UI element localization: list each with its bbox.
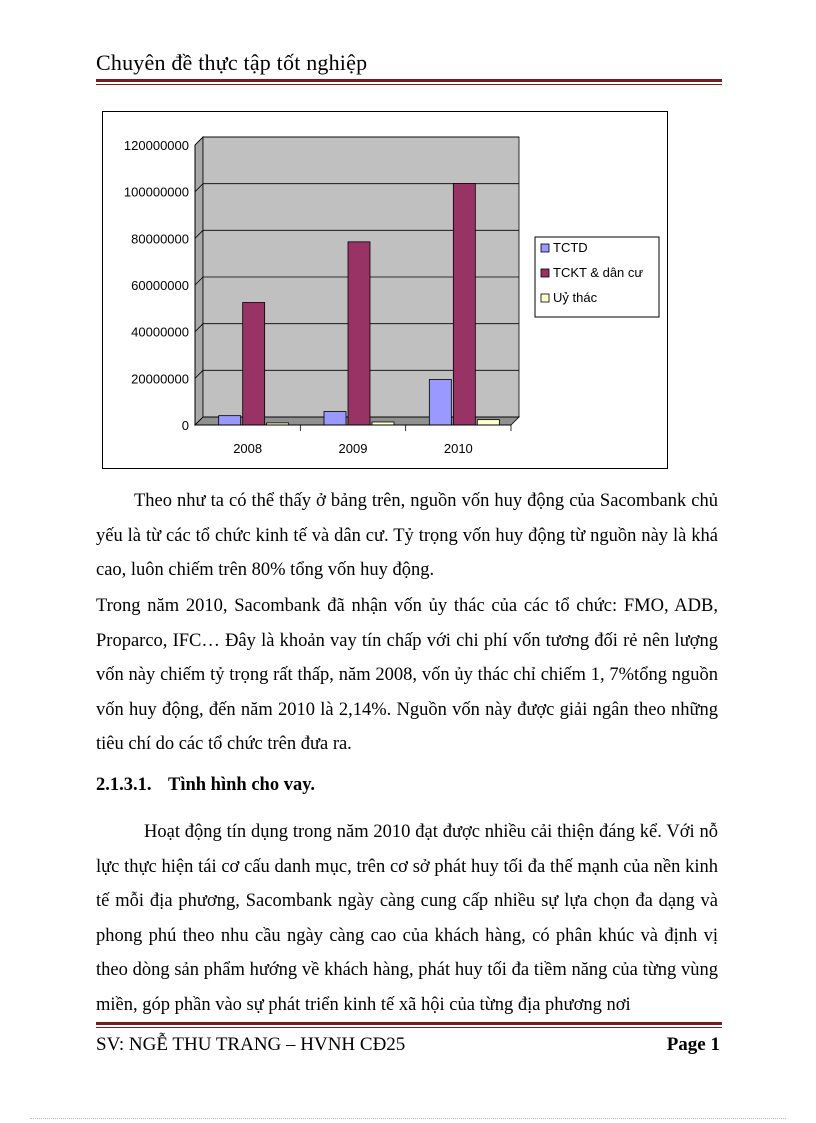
capital-mobilization-chart bbox=[102, 111, 668, 469]
y-tick-label: 0 bbox=[181, 418, 189, 433]
page-bottom-dotted-line bbox=[30, 1118, 786, 1119]
paragraph-capital-structure: Theo như ta có thể thấy ở bảng trên, nguồn vốn huy động của Sacombank chủ yếu là từ các tổ chức kinh tế và dân cư. Tỷ trọng vốn huy động từ nguồn này là khá cao, luôn chiếm trên 80% tổng vốn huy động. bbox=[96, 491, 718, 580]
legend-swatch bbox=[541, 269, 549, 277]
bar-tctd-2009 bbox=[324, 411, 346, 425]
section-heading bbox=[96, 775, 315, 796]
section-title: Tình hình cho vay. bbox=[168, 775, 316, 795]
y-tick-label: 120000000 bbox=[123, 138, 189, 153]
footer-rule-thin bbox=[96, 1027, 722, 1028]
y-tick-label: 100000000 bbox=[123, 184, 189, 200]
bar-tckt-d-n-c--2010 bbox=[453, 184, 475, 426]
footer-rule-thick bbox=[96, 1022, 722, 1025]
y-tick-label: 20000000 bbox=[131, 371, 189, 387]
legend-label: TCKT & dân cư bbox=[553, 265, 644, 280]
legend-swatch bbox=[541, 294, 549, 302]
y-tick-label: 80000000 bbox=[131, 231, 189, 247]
paragraph-lending-activity: Hoạt động tín dụng trong năm 2010 đạt được nhiều cải thiện đáng kể. Với nỗ lực thực hiện tái cơ cấu danh mục, trên cơ sở phát huy tối đa thế mạnh của nền kinh tế mỗi địa phương, Sacombank ngày càng cung cấp nhiều sự lựa chọn đa dạng và phong phú theo nhu cầu ngày càng cao của khách hàng, có phân khúc và định vị theo dòng sản phẩm hướng về khách hàng, phát huy tối đa tiềm năng của từng vùng miền, góp phần vào sự phát triển kinh tế xã hội của từng địa phương nơi bbox=[96, 822, 718, 1015]
legend-swatch bbox=[541, 244, 549, 252]
document-header-title: Chuyên đề thực tập tốt nghiệp bbox=[96, 50, 368, 75]
paragraph-trust-funds: Trong năm 2010, Sacombank đã nhận vốn ủy thác của các tổ chức: FMO, ADB, Proparco, IFC… Đây là khoản vay tín chấp với chi phí vốn tương đối rẻ nên lượng vốn này chiếm tỷ trọng rất thấp, năm 2008, vốn ủy thác chỉ chiếm 1, 7%tổng nguồn vốn huy động, đến năm 2010 là 2,14%. Nguồn vốn này được giải ngân theo những tiêu chí do các tổ chức trên đưa ra. bbox=[96, 596, 718, 754]
y-tick-label: 40000000 bbox=[131, 324, 189, 340]
x-tick-label: 2010 bbox=[443, 441, 473, 456]
bar-tckt-d-n-c--2009 bbox=[348, 242, 370, 425]
x-tick-label: 2008 bbox=[233, 441, 263, 456]
footer-student-name: SV: NGỄ THU TRANG – HVNH CĐ25 bbox=[96, 1034, 406, 1055]
section-number: 2.1.3.1. bbox=[96, 775, 152, 795]
chart-canvas bbox=[103, 112, 667, 468]
bar-tctd-2008 bbox=[219, 416, 241, 425]
legend-label: Uỷ thác bbox=[553, 290, 598, 305]
footer-page-number: Page 1 bbox=[666, 1034, 720, 1055]
legend-label: TCTD bbox=[553, 240, 588, 255]
y-tick-label: 60000000 bbox=[131, 278, 189, 293]
bar-u-th-c-2010 bbox=[477, 420, 499, 425]
bar-tctd-2010 bbox=[429, 380, 451, 426]
header-rule-thin bbox=[96, 84, 722, 85]
header-rule-thick bbox=[96, 79, 722, 82]
bar-tckt-d-n-c--2008 bbox=[243, 303, 265, 426]
x-tick-label: 2009 bbox=[338, 441, 368, 456]
